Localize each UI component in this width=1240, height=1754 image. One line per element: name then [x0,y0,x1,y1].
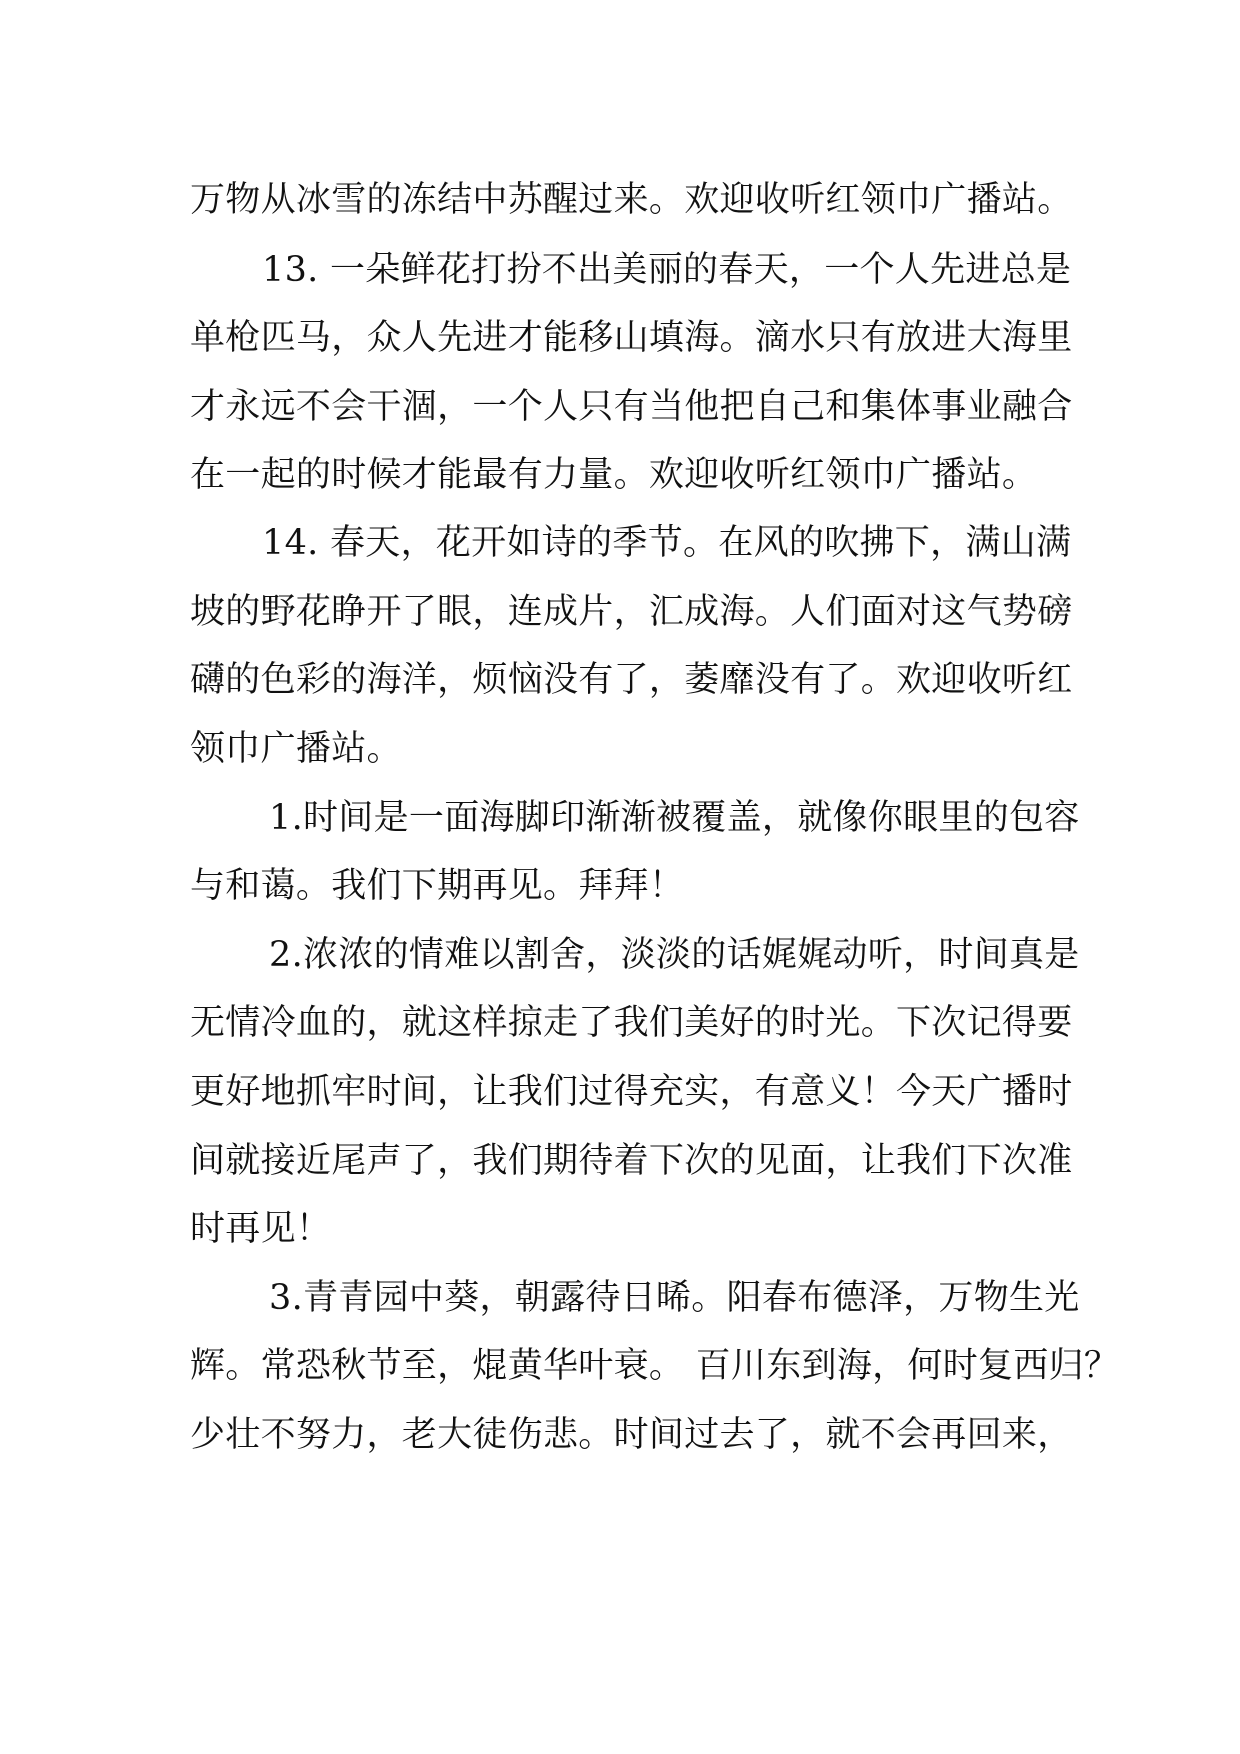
text-line: 坡的野花睁开了眼，连成片，汇成海。人们面对这气势磅 [190,592,1073,632]
text-line: 时再见！ [190,1209,332,1249]
text-line: 单枪匹马，众人先进才能移山填海。滴水只有放进大海里 [190,318,1073,358]
text-line: 万物从冰雪的冻结中苏醒过来。欢迎收听红领巾广播站。 [190,180,1073,220]
text-line: 辉。常恐秋节至，焜黄华叶衰。 百川东到海，何时复西归？ [190,1346,1120,1386]
text-line: 与和蔼。我们下期再见。拜拜！ [190,866,685,906]
text-line: 2.浓浓的情难以割舍，淡淡的话娓娓动听，时间真是 [269,935,1080,975]
text-line: 1.时间是一面海脚印渐渐被覆盖，就像你眼里的包容 [269,798,1080,838]
text-line: 间就接近尾声了，我们期待着下次的见面，让我们下次准 [190,1141,1073,1181]
text-line: 少壮不努力，老大徒伤悲。时间过去了，就不会再回来， [190,1415,1073,1455]
text-line: 14. 春天，花开如诗的季节。在风的吹拂下，满山满 [262,523,1072,563]
text-line: 无情冷血的，就这样掠走了我们美好的时光。下次记得要 [190,1003,1073,1043]
text-line: 才永远不会干涸，一个人只有当他把自己和集体事业融合 [190,387,1073,427]
text-line: 在一起的时候才能最有力量。欢迎收听红领巾广播站。 [190,455,1038,495]
text-line: 领巾广播站。 [190,729,402,769]
text-line: 更好地抓牢时间，让我们过得充实，有意义！今天广播时 [190,1072,1073,1112]
text-line: 3.青青园中葵，朝露待日晞。阳春布德泽，万物生光 [269,1278,1080,1318]
text-line: 13. 一朵鲜花打扮不出美丽的春天，一个人先进总是 [262,250,1072,290]
text-line: 礴的色彩的海洋，烦恼没有了，萎靡没有了。欢迎收听红 [190,660,1073,700]
